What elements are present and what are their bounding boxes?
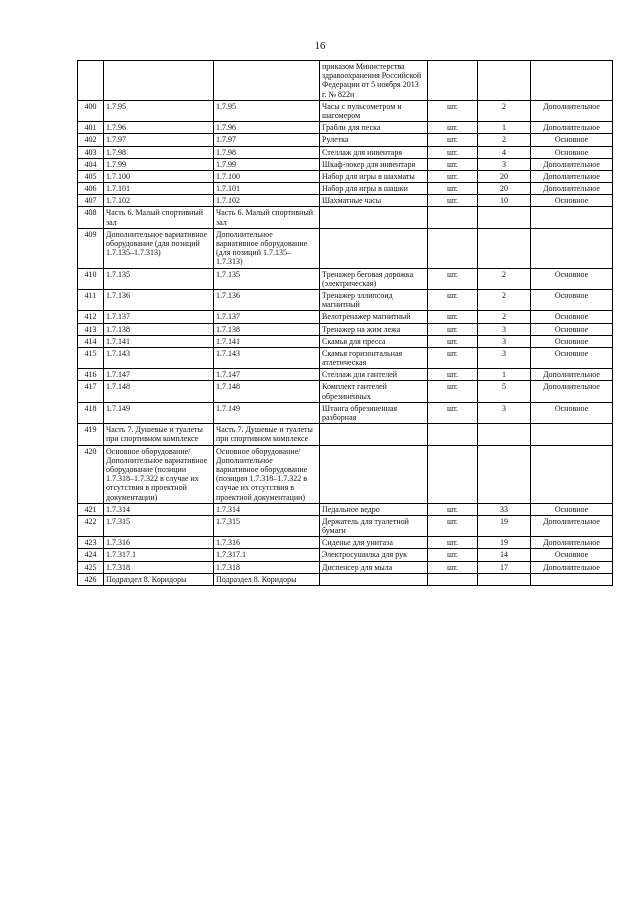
cell-name [320,207,428,228]
cell-num: 419 [78,424,104,445]
cell-type: Основное [531,335,613,347]
table-row [78,561,613,573]
cell-type [531,424,613,445]
cell-code2: 1.7.100 [214,170,320,182]
cell-name: Тренажер беговая дорожка (электрическая) [320,268,428,289]
cell-code1: 1.7.316 [104,537,214,549]
cell-qty: 20 [478,170,531,182]
cell-num: 401 [78,122,104,134]
cell-unit: шт. [428,537,478,549]
cell-unit: шт. [428,323,478,335]
cell-code2: 1.7.314 [214,503,320,515]
table-row [78,515,613,536]
page-number: 16 [314,40,326,52]
table-row [78,146,613,158]
cell-name [320,573,428,585]
cell-code2: 1.7.97 [214,134,320,146]
table-row [78,134,613,146]
cell-name [320,445,428,503]
cell-code1: 1.7.99 [104,158,214,170]
cell-code2: 1.7.95 [214,100,320,121]
cell-qty: 1 [478,122,531,134]
cell-num: 407 [78,195,104,207]
cell-qty: 20 [478,183,531,195]
cell-num: 424 [78,549,104,561]
cell-code2: 1.7.98 [214,146,320,158]
cell-name: Грабли для песка [320,122,428,134]
table-row [78,170,613,182]
cell-type: Основное [531,323,613,335]
table-row [78,122,613,134]
table-row [78,549,613,561]
cell-qty: 14 [478,549,531,561]
cell-num: 422 [78,515,104,536]
table-row [78,573,613,585]
cell-code1: Основное оборудование/ Дополнительное вариативное оборудование (позиции 1.7.318–1.7.322 в случае их отсутствия в проектной документации) [104,445,214,503]
cell-code2: 1.7.316 [214,537,320,549]
cell-unit: шт. [428,549,478,561]
cell-type: Основное [531,311,613,323]
cell-qty: 4 [478,146,531,158]
cell-qty [478,61,531,101]
cell-code2: Основное оборудование/ Дополнительное вариативное оборудование (позиции 1.7.318–1.7.322 в случае их отсутствия в проектной документации) [214,445,320,503]
cell-qty [478,445,531,503]
cell-code1: 1.7.148 [104,381,214,402]
cell-type: Дополнительное [531,122,613,134]
cell-code1: 1.7.141 [104,335,214,347]
cell-qty: 2 [478,311,531,323]
table-row [78,289,613,310]
cell-name: Комплект гантелей обрезиненных [320,381,428,402]
table-row [78,381,613,402]
cell-name [320,424,428,445]
table-row [78,424,613,445]
cell-name: Электросушилка для рук [320,549,428,561]
cell-code1: 1.7.102 [104,195,214,207]
cell-code2: 1.7.143 [214,347,320,368]
cell-code1: Дополнительное вариативное оборудование (для позиций 1.7.135–1.7.313) [104,228,214,268]
table-row [78,503,613,515]
cell-unit [428,207,478,228]
cell-name: Часы с пульсометром и шагомером [320,100,428,121]
table-row [78,158,613,170]
cell-type: Основное [531,289,613,310]
cell-unit [428,445,478,503]
cell-name: Стеллаж для инвентаря [320,146,428,158]
cell-code1: 1.7.317.1 [104,549,214,561]
cell-name: Тренажер на жим лежа [320,323,428,335]
cell-type: Дополнительное [531,381,613,402]
cell-code1: 1.7.147 [104,369,214,381]
table-row [78,335,613,347]
cell-name: Шкаф-локер для инвентаря [320,158,428,170]
cell-type: Основное [531,549,613,561]
cell-unit: шт. [428,122,478,134]
cell-code1: 1.7.135 [104,268,214,289]
cell-unit: шт. [428,134,478,146]
cell-type: Дополнительное [531,561,613,573]
cell-name: Держатель для туалетной бумаги [320,515,428,536]
cell-name: Рулетка [320,134,428,146]
table-row [78,347,613,368]
cell-name: Велотренажер магнитный [320,311,428,323]
cell-num: 404 [78,158,104,170]
cell-qty: 3 [478,335,531,347]
cell-unit: шт. [428,402,478,423]
cell-code1: 1.7.138 [104,323,214,335]
cell-code2: 1.7.96 [214,122,320,134]
cell-code1: Подраздел 8. Коридоры [104,573,214,585]
cell-name: Шахматные часы [320,195,428,207]
cell-num: 408 [78,207,104,228]
cell-type: Дополнительное [531,369,613,381]
cell-qty [478,228,531,268]
cell-type: Основное [531,347,613,368]
cell-code2: 1.7.138 [214,323,320,335]
cell-code2: Подраздел 8. Коридоры [214,573,320,585]
cell-qty: 3 [478,347,531,368]
cell-type [531,445,613,503]
cell-type [531,573,613,585]
cell-type: Основное [531,134,613,146]
cell-num: 417 [78,381,104,402]
cell-type: Дополнительное [531,537,613,549]
cell-unit [428,228,478,268]
cell-code1 [104,61,214,101]
cell-code2: 1.7.318 [214,561,320,573]
cell-unit: шт. [428,369,478,381]
cell-type: Дополнительное [531,170,613,182]
cell-num: 414 [78,335,104,347]
cell-num: 425 [78,561,104,573]
cell-name: Тренажер эллипсоид магнитный [320,289,428,310]
cell-num: 403 [78,146,104,158]
cell-qty: 3 [478,323,531,335]
cell-qty [478,207,531,228]
cell-type: Основное [531,146,613,158]
cell-num: 418 [78,402,104,423]
cell-code2: 1.7.101 [214,183,320,195]
cell-unit: шт. [428,381,478,402]
cell-num: 410 [78,268,104,289]
cell-name: Сиденье для унитаза [320,537,428,549]
cell-code2: 1.7.141 [214,335,320,347]
cell-code1: 1.7.149 [104,402,214,423]
cell-code1: 1.7.98 [104,146,214,158]
cell-type: Дополнительное [531,158,613,170]
cell-name: Стеллаж для гантелей [320,369,428,381]
cell-code2: 1.7.315 [214,515,320,536]
cell-name: Скамья для пресса [320,335,428,347]
cell-num: 409 [78,228,104,268]
cell-name: Набор для игры в шахматы [320,170,428,182]
table-row [78,207,613,228]
table-row [78,323,613,335]
cell-code1: 1.7.143 [104,347,214,368]
cell-code2: 1.7.148 [214,381,320,402]
cell-code1: 1.7.100 [104,170,214,182]
table-row [78,369,613,381]
cell-qty: 2 [478,289,531,310]
cell-code1: 1.7.136 [104,289,214,310]
cell-unit: шт. [428,311,478,323]
cell-code2: 1.7.137 [214,311,320,323]
cell-qty [478,573,531,585]
cell-num: 421 [78,503,104,515]
cell-qty [478,424,531,445]
cell-qty: 2 [478,100,531,121]
cell-unit: шт. [428,100,478,121]
cell-name: Штанга обрезиненная разборная [320,402,428,423]
table-row [78,195,613,207]
cell-type: Основное [531,268,613,289]
cell-code1: 1.7.315 [104,515,214,536]
cell-unit: шт. [428,268,478,289]
cell-num: 411 [78,289,104,310]
cell-name: приказом Министерства здравоохранения Российской Федерации от 5 ноября 2013 г. № 822н [320,61,428,101]
cell-name: Педальное ведро [320,503,428,515]
cell-num [78,61,104,101]
cell-qty: 5 [478,381,531,402]
cell-type: Основное [531,195,613,207]
table-row [78,537,613,549]
cell-unit: шт. [428,515,478,536]
cell-code2: 1.7.135 [214,268,320,289]
cell-num: 426 [78,573,104,585]
cell-code2: Часть 6. Малый спортивный зал [214,207,320,228]
cell-qty: 19 [478,537,531,549]
cell-code1: 1.7.96 [104,122,214,134]
cell-code1: 1.7.95 [104,100,214,121]
cell-qty: 1 [478,369,531,381]
table-row [78,402,613,423]
cell-unit: шт. [428,335,478,347]
cell-code2: 1.7.317.1 [214,549,320,561]
cell-num: 402 [78,134,104,146]
cell-unit [428,424,478,445]
cell-type [531,228,613,268]
cell-unit: шт. [428,503,478,515]
cell-unit: шт. [428,183,478,195]
equipment-table [77,60,613,586]
cell-qty: 3 [478,402,531,423]
cell-code1: 1.7.137 [104,311,214,323]
table-row [78,445,613,503]
cell-code1: Часть 7. Душевые и туалеты при спортивном комплексе [104,424,214,445]
cell-code2: Часть 7. Душевые и туалеты при спортивном комплексе [214,424,320,445]
cell-num: 400 [78,100,104,121]
table-row-header-continuation [78,61,613,101]
cell-code1: 1.7.314 [104,503,214,515]
cell-unit: шт. [428,158,478,170]
cell-num: 416 [78,369,104,381]
cell-unit: шт. [428,195,478,207]
cell-code1: 1.7.97 [104,134,214,146]
cell-name: Диспенсер для мыла [320,561,428,573]
cell-qty: 10 [478,195,531,207]
cell-unit: шт. [428,170,478,182]
cell-name [320,228,428,268]
cell-code1: 1.7.318 [104,561,214,573]
cell-type: Дополнительное [531,183,613,195]
table-row [78,311,613,323]
cell-qty: 17 [478,561,531,573]
table-row [78,268,613,289]
cell-num: 413 [78,323,104,335]
cell-code2: Дополнительное вариативное оборудование (для позиций 1.7.135–1.7.313) [214,228,320,268]
cell-code1: 1.7.101 [104,183,214,195]
cell-qty: 2 [478,134,531,146]
cell-code2: 1.7.149 [214,402,320,423]
cell-qty: 19 [478,515,531,536]
cell-code2: 1.7.147 [214,369,320,381]
cell-num: 412 [78,311,104,323]
cell-num: 405 [78,170,104,182]
table-body [78,61,613,586]
cell-unit [428,61,478,101]
cell-num: 423 [78,537,104,549]
cell-code2: 1.7.102 [214,195,320,207]
cell-code2: 1.7.136 [214,289,320,310]
cell-type [531,61,613,101]
cell-name: Скамья горизонтальная атлетическая [320,347,428,368]
table-row [78,228,613,268]
cell-num: 406 [78,183,104,195]
cell-qty: 3 [478,158,531,170]
cell-unit: шт. [428,347,478,368]
cell-type: Дополнительное [531,515,613,536]
cell-code1: Часть 6. Малый спортивный зал [104,207,214,228]
table-row [78,183,613,195]
cell-type [531,207,613,228]
cell-num: 415 [78,347,104,368]
cell-unit: шт. [428,146,478,158]
cell-code2 [214,61,320,101]
cell-type: Основное [531,402,613,423]
cell-unit [428,573,478,585]
cell-num: 420 [78,445,104,503]
cell-code2: 1.7.99 [214,158,320,170]
cell-type: Дополнительное [531,100,613,121]
cell-name: Набор для игры в шашки [320,183,428,195]
cell-unit: шт. [428,561,478,573]
cell-type: Основное [531,503,613,515]
cell-qty: 33 [478,503,531,515]
cell-qty: 2 [478,268,531,289]
cell-unit: шт. [428,289,478,310]
table-row [78,100,613,121]
